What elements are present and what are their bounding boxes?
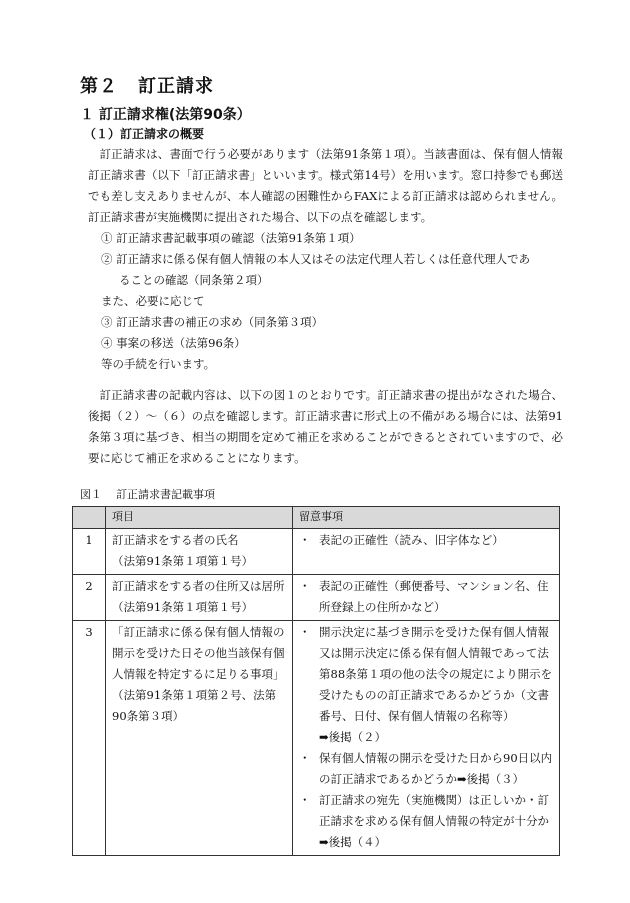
list-also-text: また、必要に応じて: [101, 294, 205, 308]
row-item-line: 「訂正請求に係る保有個人情報の開示を受けた日その他当該保有個人情報を特定するに足りる事項」（法第91条第１項第２号、法第90条第３項）: [112, 625, 285, 723]
row-number: 3: [73, 621, 106, 856]
bullet-text: 表記の正確性（読み、旧字体など）: [319, 533, 504, 547]
figure-caption: [80, 486, 215, 502]
figure-label: 図１: [80, 488, 102, 501]
row-item-line: 訂正請求をする者の住所又は居所（法第91条第１項第１号）: [112, 579, 285, 614]
chapter-heading: [80, 72, 214, 98]
list-item-1: ① 訂正請求書記載事項の確認（法第91条第１項）: [101, 231, 361, 245]
bullet-text-block: [319, 790, 553, 853]
section-heading: １ 訂正請求権(法第90条）: [80, 107, 251, 123]
bullet-text-block: [319, 622, 553, 748]
note-bullet: [299, 790, 553, 853]
list-item-4: ④ 事案の移送（法第96条）: [101, 336, 246, 350]
intro-paragraph: 訂正請求は、書面で行う必要があります（法第91条第１項）。当該書面は、保有個人情報訂正請求書（以下「訂正請求書」といいます。様式第14号）を用います。窓口持参でも郵送でも差し支えありませんが、本人確認の困難性からFAXによる訂正請求は認められません。訂正請求書が実施機関に提出された場合、以下の点を確認します。: [88, 147, 563, 224]
chapter-title: 訂正請求: [138, 76, 214, 97]
bullet-text: 表記の正確性（郵便番号、マンション名、住所登録上の住所かなど）: [319, 579, 549, 614]
row-note: [293, 529, 560, 575]
table-header-row: [73, 507, 560, 529]
note-bullet: [299, 622, 553, 748]
list-closing-text: 等の手続を行います。: [101, 357, 216, 371]
note-bullet: [299, 576, 553, 618]
bullet-ref: ➡後掲（４）: [319, 835, 387, 849]
row-item: [106, 575, 293, 621]
bullet-mark: ・: [299, 533, 311, 547]
table-row: [73, 621, 560, 856]
row-item-line: （法第91条第１項第１号）: [112, 554, 254, 568]
list-item-3: ③ 訂正請求書の補正の求め（同条第３項）: [101, 315, 324, 329]
bullet-mark: ・: [299, 793, 311, 807]
figure-title: 訂正請求書記載事項: [116, 488, 215, 501]
list-item-2-line2: ることの確認（同条第２項）: [119, 273, 269, 287]
note-bullet: [299, 748, 553, 790]
chapter-number: 第２: [80, 76, 118, 97]
row-item: [106, 529, 293, 575]
bullet-ref: ➡後掲（２）: [319, 730, 387, 744]
bullet-mark: ・: [299, 625, 311, 639]
row-item-line: 訂正請求をする者の氏名: [112, 533, 239, 547]
requirements-table: [72, 506, 560, 856]
list-item-2-line1: ② 訂正請求に係る保有個人情報の本人又はその法定代理人若しくは任意代理人であ: [101, 252, 531, 266]
header-num: [73, 507, 106, 529]
bullet-mark: ・: [299, 751, 311, 765]
row-number: 1: [73, 529, 106, 575]
row-item: [106, 621, 293, 856]
row-note: [293, 621, 560, 856]
table-row: [73, 575, 560, 621]
detail-paragraph: 訂正請求書の記載内容は、以下の図１のとおりです。訂正請求書の提出がなされた場合、後掲（２）～（６）の点を確認します。訂正請求書に形式上の不備がある場合には、法第91条第３項に基づき、相当の期間を定めて補正を求めることができるとされていますので、必要に応じて補正を求めることになります。: [88, 388, 563, 465]
header-note: 留意事項: [293, 507, 560, 529]
table-row: [73, 529, 560, 575]
subsection-heading: （１）訂正請求の概要: [84, 127, 205, 141]
bullet-text: 訂正請求の宛先（実施機関）は正しいか・訂正請求を求める保有個人情報の特定が十分か: [319, 793, 549, 828]
bullet-mark: ・: [299, 579, 311, 593]
header-item: 項目: [106, 507, 293, 529]
row-number: 2: [73, 575, 106, 621]
row-note: [293, 575, 560, 621]
bullet-text: 開示決定に基づき開示を受けた保有個人情報又は開示決定に係る保有個人情報であって法第88条第１項の他の法令の規定により開示を受けたものの訂正請求であるかどうか（文書番号、日付、保有個人情報の名称等）: [319, 625, 553, 723]
bullet-text: 保有個人情報の開示を受けた日から90日以内の訂正請求であるかどうか➡後掲（３）: [319, 751, 553, 786]
note-bullet: [299, 530, 553, 551]
